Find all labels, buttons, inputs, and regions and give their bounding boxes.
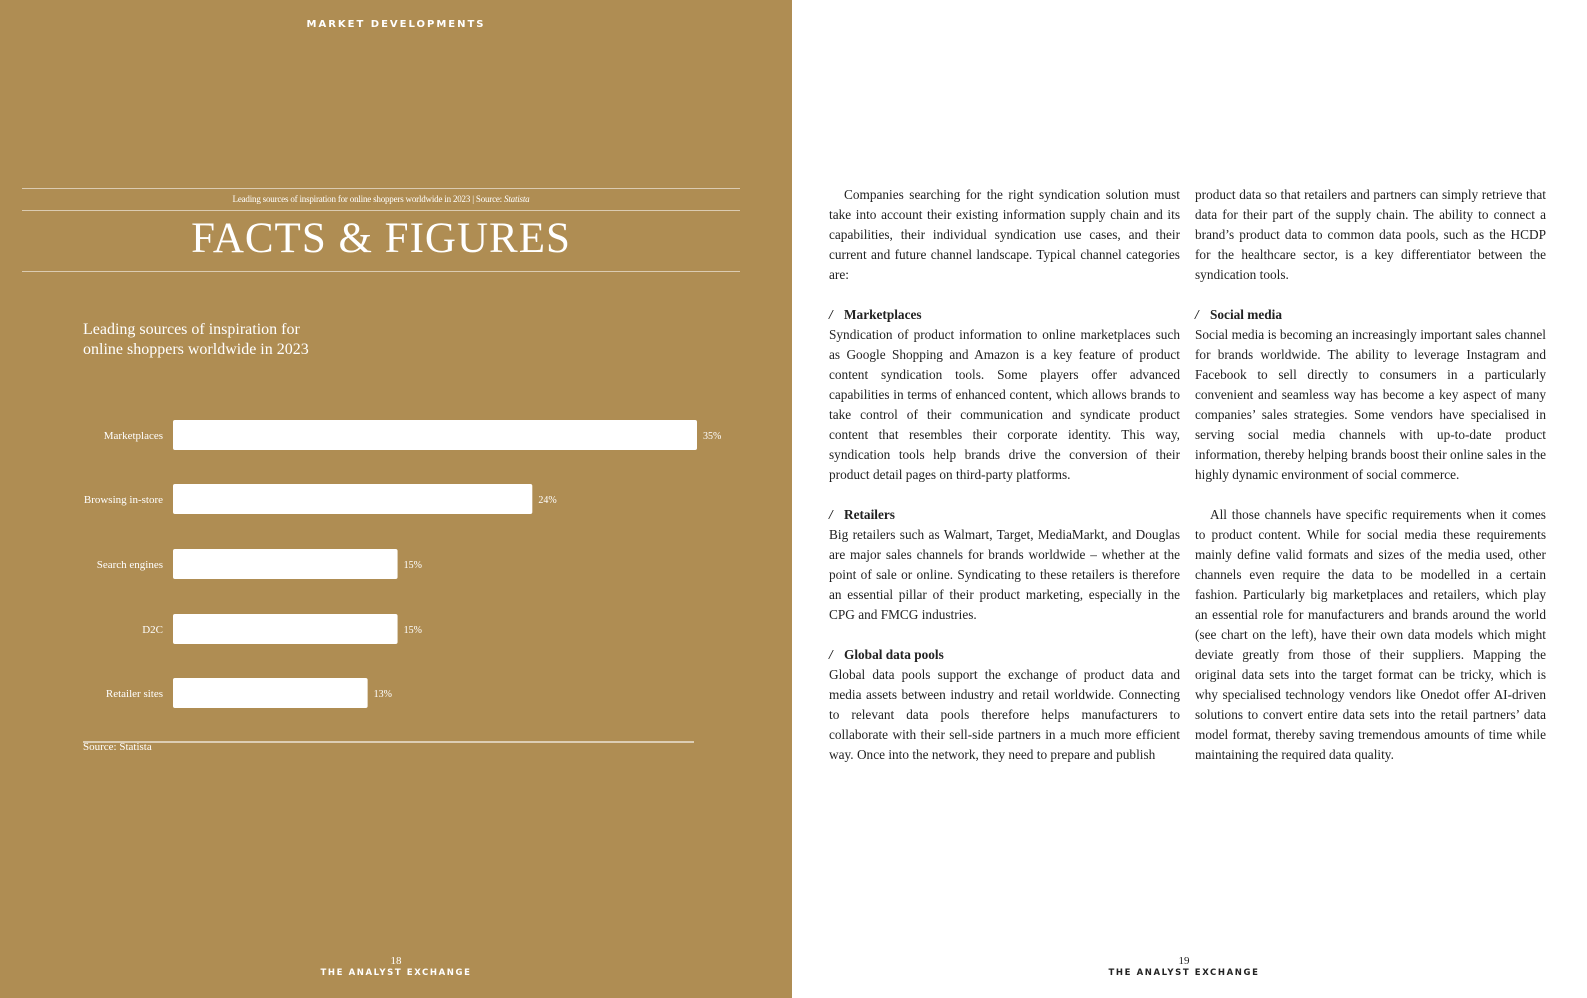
closing-paragraph: All those channels have specific requirements when it comes to product content. While for social media these requirements mainly define valid formats and sizes of the media used, other channels even require the data to be modelled in a certain fashion. Particularly big marketplaces and retailers, which play an essential role for manufacturers and brands around the world (see chart on the left), have their own data models which might deviate greatly from those of their suppliers. Mapping the original data sets into the target format can be tricky, which is why specialised technology vendors like Onedot offer AI-driven solutions to convert entire data sets into the retail partners’ data model format, thereby saving tremendous amounts of time while maintaining the required data quality. (1195, 507, 1546, 762)
heading-global-data-pools: / Global data pools (829, 645, 1180, 665)
heading-marketplaces: / Marketplaces (829, 305, 1180, 325)
heading-social-media: / Social media (1195, 305, 1546, 325)
publication-name-right: THE ANALYST EXCHANGE (1108, 968, 1260, 978)
chart-title (83, 320, 383, 360)
intro-paragraph: Companies searching for the right syndication solution must take into account their existing information supply chain and its capabilities, their individual syndication use cases, and their current and future channel landscape. Typical channel categories are: (829, 187, 1180, 282)
retailers-paragraph: Big retailers such as Walmart, Target, MediaMarkt, and Douglas are major sales channels for brands worldwide – whether at the point of sale or online. Syndicating to these retailers is therefore an essential pillar of their product marketing, especially in the CPG and FMCG industries. (829, 527, 1180, 622)
caption-source-label: Source: (475, 194, 502, 204)
value-label: 13% (373, 689, 392, 700)
title-upper-rule (22, 210, 740, 211)
value-label: 15% (403, 625, 422, 636)
value-label: 35% (703, 431, 722, 442)
heading-marker: / (1195, 307, 1199, 322)
caption-separator: | (472, 194, 474, 204)
running-head: MARKET DEVELOPMENTS (306, 19, 486, 30)
global-data-pools-paragraph: Global data pools support the exchange of product data and media assets between industry and retail worldwide. Connecting to relevant data pools therefore helps manufacturers to collaborate with their sell-side partners in a much more efficient way. Once into the network, they need to prepare and publish (829, 667, 1180, 762)
bar (173, 420, 697, 450)
value-label: 24% (538, 495, 557, 506)
heading-marker: / (829, 647, 833, 662)
bar (173, 549, 398, 579)
caption-source-name: Statista (504, 194, 530, 204)
value-label: 15% (403, 560, 422, 571)
heading-marker: / (829, 507, 833, 522)
page-number-right: 19 (1178, 955, 1190, 967)
caption-text: Leading sources of inspiration for online shoppers worldwide in 2023 (232, 194, 471, 204)
title-lower-rule (22, 271, 740, 272)
heading-marker: / (829, 307, 833, 322)
category-label: Retailer sites (105, 688, 163, 700)
marketplaces-paragraph: Syndication of product information to online marketplaces such as Google Shopping and Amazon is a key feature of product content syndication tools. Some players offer advanced capabilities in terms of enhanced content, which allows brands to take control of their communication and syndicate product content that resembles their corporate identity. This way, syndication tools help brands drive the conversion of their product detail pages on third-party platforms. (829, 327, 1180, 482)
bar-chart (0, 400, 792, 745)
right-folio (1034, 955, 1334, 979)
category-label: D2C (142, 624, 163, 636)
top-rule (22, 188, 740, 189)
text-column-left (829, 185, 1180, 765)
chart-source-note: Source: Statista (83, 741, 152, 753)
social-media-paragraph: Social media is becoming an increasingly important sales channel for brands worldwide. The ability to leverage Instagram and Facebook to sell directly to consumers in a particularly convenient and seamless way has become a key aspect of many companies’ sales strategies. Some vendors have specialised in serving social media channels with up-to-date product information, thereby helping brands boost their online sales in the highly dynamic environment of social commerce. (1195, 327, 1546, 482)
category-label: Marketplaces (103, 430, 163, 442)
left-page (0, 0, 792, 998)
publication-name-left: THE ANALYST EXCHANGE (320, 968, 472, 978)
category-label: Search engines (96, 559, 163, 571)
category-label: Browsing in-store (83, 494, 163, 506)
bar (173, 678, 368, 708)
bar (173, 614, 398, 644)
right-page (792, 0, 1587, 998)
bar (173, 484, 532, 514)
text-column-right (1195, 185, 1546, 765)
chart-caption (22, 194, 740, 204)
heading-retailers: / Retailers (829, 505, 1180, 525)
left-folio (246, 955, 546, 979)
chart-title-line1: Leading sources of inspiration for (83, 321, 300, 338)
continuation-paragraph: product data so that retailers and partners can simply retrieve that data for their part of the supply chain. The ability to connect a brand’s product data to common data pools, such as the HCDP for the healthcare sector, is a key differentiator between the syndication tools. (1195, 187, 1546, 282)
section-title: FACTS & FIGURES (191, 215, 571, 262)
page-number-left: 18 (390, 955, 402, 967)
chart-title-line2: online shoppers worldwide in 2023 (83, 341, 309, 358)
